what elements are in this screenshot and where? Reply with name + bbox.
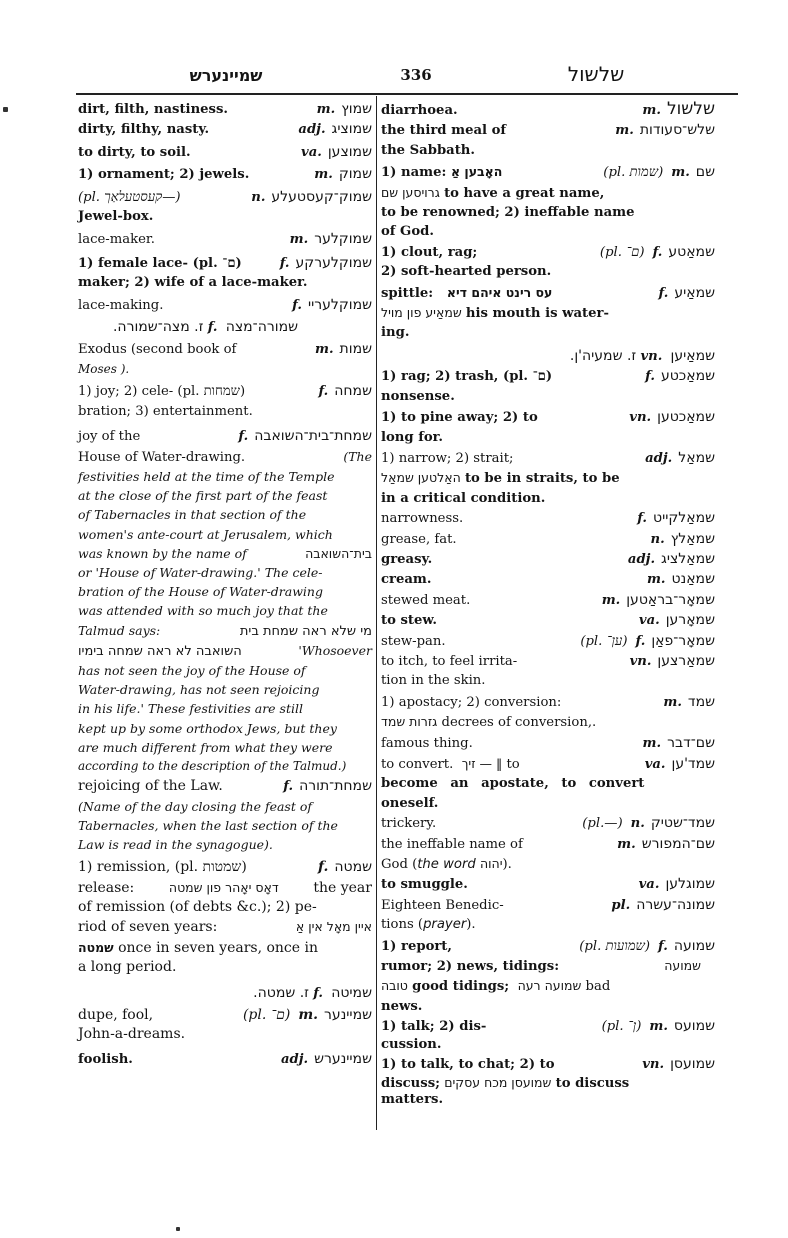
xref-target: ז. מצה־שמורה. [112, 319, 204, 336]
part-of-speech: adj. [280, 1051, 309, 1067]
dictionary-entry [381, 408, 733, 447]
note-line: has not seen the joy of the House of [78, 662, 306, 678]
note-line: are much different from what they were [78, 739, 333, 755]
part-of-speech: pl. [611, 897, 631, 913]
entry-gloss: dirty, filthy, nasty. [78, 122, 210, 138]
entry-text: to be in straits, to be [464, 471, 620, 487]
hebrew-phrase: שמועה [664, 958, 701, 974]
headword: שמוקלער [314, 231, 372, 248]
part-of-speech: f. [645, 369, 655, 385]
entry-gloss: 1) rag; 2) trash, (pl. ם־) [381, 369, 553, 385]
note-line: Water-drawing, has not seen rejoicing [78, 682, 320, 698]
hebrew-phrase: עס רינט איהם דיא [446, 284, 553, 300]
headword: שמחת־תורה [299, 778, 372, 795]
plural-form: (pl. ם־) [599, 244, 645, 260]
entry-text: discuss; [381, 1076, 440, 1092]
entry-continuation: bration; 3) entertainment. [78, 403, 253, 419]
part-of-speech: adj. [298, 122, 326, 138]
part-of-speech: va. [644, 757, 666, 772]
part-of-speech: adj. [627, 551, 656, 567]
entry-continuation: nonsense. [381, 388, 455, 404]
headword: שמות [339, 341, 372, 358]
note-line: Talmud says: [78, 622, 161, 638]
dictionary-entry [78, 165, 372, 184]
xref-target: ז. שמטה. [253, 984, 309, 1001]
part-of-speech: f. [238, 429, 249, 445]
dictionary-entry [381, 283, 733, 343]
hebrew-phrase: איין מאָל אין אַ [295, 919, 372, 935]
part-of-speech: f. [637, 511, 647, 527]
entry-gloss: rejoicing of the Law. [78, 778, 223, 795]
dictionary-entry [381, 754, 733, 813]
margin-mark [3, 107, 8, 112]
dictionary-entry [381, 1017, 733, 1051]
dictionary-entry [381, 937, 733, 1017]
plural-form: (pl. ן־) [601, 1019, 642, 1035]
dictionary-entry [78, 340, 372, 379]
hebrew-phrase: שמטה [78, 939, 114, 955]
entry-gloss: to stew. [381, 613, 438, 629]
headword: שמאַיע [674, 284, 715, 301]
headword: שלשול [666, 99, 715, 119]
part-of-speech: f. [635, 633, 646, 649]
note-line: in his life.' These festivities are still [78, 701, 303, 717]
entry-text: bad [585, 979, 611, 995]
hebrew-phrase: האָבען אַ [450, 164, 503, 180]
header-rule [76, 93, 738, 95]
hebrew-phrase: ‖ — זיך [461, 756, 503, 771]
part-of-speech: m. [615, 123, 634, 139]
part-of-speech: f. [318, 384, 329, 400]
headword: שמונה־עשרה [636, 896, 715, 913]
headword: שמאַלץ [670, 530, 715, 547]
part-of-speech: m. [601, 592, 621, 608]
dictionary-entry [78, 120, 372, 139]
entry-gloss: 1) report, [381, 938, 452, 954]
headword: שם [695, 164, 715, 181]
entry-text: to be renowned; 2) ineffable name [381, 205, 635, 221]
note-line: kept up by some orthodox Jews, but they [78, 720, 337, 736]
entry-gloss: the ineffable name of [381, 836, 523, 852]
note-line: 'Whosoever [298, 642, 372, 658]
entry-gloss: to smuggle. [381, 877, 468, 893]
entry-continuation: tion in the skin. [381, 673, 486, 689]
note-line: was known by the name of [78, 545, 247, 561]
dictionary-entry [78, 143, 372, 162]
dictionary-entry [381, 896, 733, 935]
dictionary-entry [381, 100, 733, 120]
note-line: of Tabernacles in that section of the [78, 507, 307, 523]
dictionary-entry [381, 591, 733, 610]
note-line: at the close of the first part of the feast [78, 488, 328, 504]
left-column [78, 100, 372, 1070]
entry-text: good tidings; [412, 979, 510, 995]
headword: שמאַכטען [657, 409, 715, 426]
entry-gloss: 1) apostacy; 2) conversion: [381, 694, 562, 710]
entry-text: God ( [381, 857, 418, 873]
entry-text: of God. [381, 224, 434, 240]
dictionary-entry [78, 777, 372, 854]
entry-continuation: long for. [381, 429, 444, 445]
part-of-speech: f. [279, 255, 290, 271]
entry-continuation: cussion. [381, 1036, 442, 1052]
part-of-speech: vn. [642, 1056, 665, 1072]
headword: שמאָר־בראַטען [626, 591, 715, 608]
entry-gloss: foolish. [78, 1051, 133, 1067]
entry-text: rumor; 2) news, tidings: [381, 959, 560, 975]
entry-gloss: 1) joy; 2) cele- (pl. שמחות) [78, 384, 246, 400]
headword: שמוק־קעסטעלע [271, 188, 372, 205]
hebrew-phrase: גזרות שמד [381, 714, 438, 730]
hebrew-phrase: יהוה [479, 856, 503, 872]
entry-gloss: spittle: [381, 285, 434, 301]
entry-gloss: dupe, fool, [78, 1007, 154, 1024]
dictionary-entry [381, 449, 733, 508]
dictionary-entry [381, 1055, 733, 1107]
entry-gloss: narrowness. [381, 511, 464, 527]
headword: שמוגלען [665, 876, 715, 893]
headword: שמאָר־פאַן [651, 632, 715, 649]
entry-text: ). [466, 917, 476, 933]
entry-continuation: Moses ). [78, 361, 130, 376]
entry-gloss: 1) narrow; 2) strait; [381, 450, 514, 466]
entry-gloss: 1) remission, (pl. שמטות) [78, 859, 247, 876]
headword: שמוקלערקע [295, 254, 372, 271]
dictionary-entry [381, 693, 733, 733]
part-of-speech: m. [671, 165, 690, 181]
entry-gloss: 1) to talk, to chat; 2) to [381, 1056, 555, 1072]
headword: שמאַל [678, 449, 715, 466]
entry-text: oneself. [381, 795, 439, 811]
part-of-speech: m. [649, 1019, 668, 1035]
entry-continuation: the Sabbath. [381, 142, 475, 158]
hebrew-phrase: שמועסן מכח עסקים [444, 1075, 552, 1091]
bottom-mark [176, 1227, 180, 1231]
dictionary-entry [78, 100, 372, 119]
headword: שמוציג [331, 121, 372, 138]
dictionary-entry [381, 162, 733, 242]
dictionary-entry [381, 734, 733, 753]
hebrew-phrase: דאָס יאָהר פון שמטה [168, 879, 279, 895]
part-of-speech: m. [617, 836, 636, 852]
dictionary-entry [78, 230, 372, 249]
entry-text: prayer [423, 917, 467, 933]
headword: שמיינערש [314, 1050, 372, 1067]
headword: שמד [687, 693, 715, 710]
part-of-speech: f. [313, 985, 323, 1001]
entry-text: news. [381, 998, 423, 1014]
dictionary-entry [381, 530, 733, 549]
hebrew-phrase: האַלטען שמאַל [381, 470, 461, 486]
part-of-speech: m. [314, 167, 333, 183]
entry-text: in a critical condition. [381, 490, 546, 506]
part-of-speech: adj. [645, 450, 673, 466]
entry-text: a long period. [78, 959, 177, 976]
hebrew-phrase: טובה [381, 978, 408, 994]
plural-form: (pl.—) [582, 816, 623, 832]
entry-gloss: Eighteen Benedic- [381, 897, 504, 913]
headword: שמוץ [341, 101, 372, 117]
hebrew-quote: מי שלא ראה שמחת בית [239, 623, 372, 639]
part-of-speech: m. [289, 232, 309, 248]
part-of-speech: vn. [640, 348, 663, 364]
headword: שם־המפורש [641, 835, 715, 852]
headword: שמאַיען [670, 347, 715, 364]
note-line: women's ante-court at Jerusalem, which [78, 526, 333, 542]
entry-text: tions ( [381, 917, 424, 933]
dictionary-entry [381, 121, 733, 160]
part-of-speech: f. [207, 320, 218, 336]
part-of-speech: vn. [629, 410, 652, 426]
headword: שמוצען [327, 143, 372, 160]
entry-text: to have a great name, [444, 185, 605, 201]
headword: שמאַרצען [657, 652, 715, 669]
note-line: according to the description of the Talmud.) [78, 758, 347, 773]
entry-text: ). [502, 857, 512, 873]
cross-reference-entry [381, 347, 733, 366]
headword: שמיינער [324, 1007, 372, 1024]
headword: שמאָרען [665, 612, 715, 629]
part-of-speech: f. [658, 938, 668, 954]
headword: שמאַכטע [660, 368, 715, 385]
entry-gloss: 1) female lace- (pl. ם־) [78, 255, 242, 271]
part-of-speech: n. [650, 531, 665, 547]
entry-gloss: diarrhoea. [381, 103, 458, 118]
entry-gloss: 1) to pine away; 2) to [381, 410, 538, 426]
dictionary-entry [381, 611, 733, 630]
part-of-speech: m. [315, 342, 334, 358]
dictionary-entry [78, 1050, 372, 1069]
right-column [381, 100, 733, 1108]
dictionary-entry [78, 188, 372, 227]
hebrew-phrase: גרויסען שם [381, 184, 440, 200]
dictionary-entry [381, 243, 733, 282]
part-of-speech: m. [642, 735, 662, 751]
dictionary-entry [381, 875, 733, 894]
entry-gloss: to itch, to feel irrita- [381, 653, 518, 669]
dictionary-entry [78, 1006, 372, 1045]
dictionary-entry [381, 570, 733, 589]
plural-form: (pl. ען־) [580, 633, 628, 649]
part-of-speech: m. [646, 572, 666, 588]
dictionary-entry [78, 382, 372, 421]
headword: שמאַלקייט [652, 510, 715, 527]
entry-gloss: to convert. [381, 757, 454, 772]
part-of-speech: f. [658, 285, 669, 301]
hebrew-quote: השואבה לא ראה שמחה בימיו [78, 643, 242, 659]
entry-gloss: greasy. [381, 551, 433, 567]
entry-gloss: lace-making. [78, 297, 164, 313]
entry-text: to [506, 757, 520, 772]
headword: שמד־שטיק [650, 815, 715, 832]
part-of-speech: m. [663, 694, 682, 710]
entry-text: his mouth is water- [465, 306, 609, 322]
page-number: 336 [400, 66, 432, 84]
entry-text: to discuss [555, 1076, 630, 1092]
note-line: festivities held at the time of the Temple [78, 468, 335, 484]
cross-reference-entry [78, 984, 372, 1003]
part-of-speech: m. [316, 102, 336, 117]
note-line: or 'House of Water-drawing.' The cele- [78, 564, 323, 580]
dictionary-entry [381, 835, 733, 875]
usage-note [78, 797, 372, 855]
entry-gloss: trickery. [381, 816, 437, 832]
entry-gloss: 1) ornament; 2) jewels. [78, 167, 250, 183]
headword: שמועסן [670, 1055, 715, 1072]
entry-text: decrees of conversion,. [441, 715, 597, 731]
entry-gloss: joy of the [78, 429, 141, 445]
headword: שמוקלעריי [307, 296, 372, 313]
part-of-speech: n. [251, 189, 266, 205]
dictionary-entry [381, 550, 733, 569]
entry-text: once in seven years, once in [118, 939, 318, 956]
entry-gloss: to dirty, to soil. [78, 144, 191, 160]
note-line: was attended with so much joy that the [78, 603, 328, 619]
headword: שמחת־בית־השואבה [254, 428, 372, 445]
dictionary-entry [381, 367, 733, 406]
entry-text: riod of seven years: [78, 919, 218, 936]
headword: שמטה [334, 859, 372, 876]
entry-text: become an apostate, to convert [381, 776, 645, 792]
entry-continuation: Jewel-box. [78, 209, 154, 225]
entry-text: ing. [381, 325, 410, 341]
entry-text: the word [417, 857, 476, 873]
entry-gloss: the third meal of [381, 123, 507, 139]
headword: שמוק [338, 166, 372, 183]
part-of-speech: va. [638, 613, 660, 629]
entry-gloss: stewed meat. [381, 592, 471, 608]
entry-gloss: famous thing. [381, 735, 473, 751]
part-of-speech: f. [283, 779, 294, 795]
dictionary-entry [381, 652, 733, 691]
part-of-speech: f. [652, 244, 663, 260]
headword: שמועה [673, 937, 715, 954]
part-of-speech: n. [630, 816, 645, 832]
note-line: Tabernacles, when the last section of the [78, 817, 338, 833]
plural-form: (pl. קעסטעלאַך—) [78, 189, 181, 205]
headword: שמיטה [331, 984, 372, 1001]
dictionary-entry [78, 296, 372, 315]
column-divider [376, 96, 377, 1130]
note-line: bration of the House of Water-drawing [78, 584, 323, 600]
dictionary-entry [381, 632, 733, 651]
entry-gloss: 1) clout, rag; [381, 244, 478, 260]
headword: שלש־סעודות [639, 122, 715, 139]
plural-form: (pl. ם־) [242, 1007, 291, 1024]
entry-gloss: 1) name: [381, 165, 447, 181]
headword: שמחה [334, 383, 372, 400]
entry-continuation: 2) soft-hearted person. [381, 264, 552, 280]
part-of-speech: va. [301, 144, 322, 160]
dictionary-entry [381, 814, 733, 833]
entry-gloss: cream. [381, 572, 432, 588]
dictionary-entry [381, 509, 733, 528]
plural-form: (pl. שמות) [603, 165, 664, 181]
entry-continuation: John-a-dreams. [78, 1026, 186, 1043]
entry-continuation: maker; 2) wife of a lace-maker. [78, 275, 308, 291]
headword: שמאַלציג [661, 550, 715, 567]
dictionary-entry [78, 858, 372, 977]
plural-form: (pl. שמועות) [579, 938, 651, 954]
entry-gloss: grease, fat. [381, 531, 457, 547]
part-of-speech: va. [638, 877, 660, 893]
part-of-speech: m. [298, 1007, 319, 1024]
dictionary-entry [78, 427, 372, 776]
note-line: Law is read in the synagogue). [78, 836, 273, 852]
entry-gloss: dirt, filth, nastiness. [78, 102, 228, 117]
page-header [76, 58, 736, 92]
left-guide-word: שמיינערש [189, 66, 263, 85]
headword: שם־דבר [667, 734, 715, 751]
entry-gloss: stew-pan. [381, 633, 446, 649]
xref-target: ז. שמעיה'ן. [569, 347, 637, 364]
note-line: (Name of the day closing the feast of [78, 798, 312, 814]
hebrew-phrase: בית־השואבה [305, 545, 372, 561]
dictionary-entry [78, 254, 372, 293]
usage-note [78, 467, 372, 776]
part-of-speech: f. [292, 297, 302, 313]
entry-gloss: lace-maker. [78, 232, 155, 248]
part-of-speech: f. [317, 859, 329, 876]
note-open: (The [343, 448, 372, 464]
entry-text: of remission (of debts &c.); 2) pe- [78, 898, 317, 915]
headword: שמורה־מצה [225, 319, 298, 336]
entry-text: matters. [381, 1092, 444, 1108]
headword: שמאַטע [668, 243, 715, 260]
entry-gloss: 1) talk; 2) dis- [381, 1019, 487, 1035]
hebrew-phrase: שמאַיע פון מויל [381, 305, 462, 321]
entry-continuation: House of Water-drawing. [78, 449, 246, 465]
headword: שמאַנט [671, 571, 715, 588]
headword: שמועס [673, 1018, 715, 1035]
part-of-speech: m. [642, 103, 661, 118]
entry-gloss: Exodus (second book of [78, 342, 237, 358]
entry-text: release: [78, 879, 135, 896]
entry-text: the year [313, 879, 372, 896]
right-guide-word: שלשול [567, 62, 625, 86]
part-of-speech: vn. [629, 653, 652, 669]
cross-reference-entry [78, 318, 372, 337]
headword: שמד'ען [671, 756, 715, 772]
hebrew-phrase: שמועה רעה [517, 978, 582, 994]
